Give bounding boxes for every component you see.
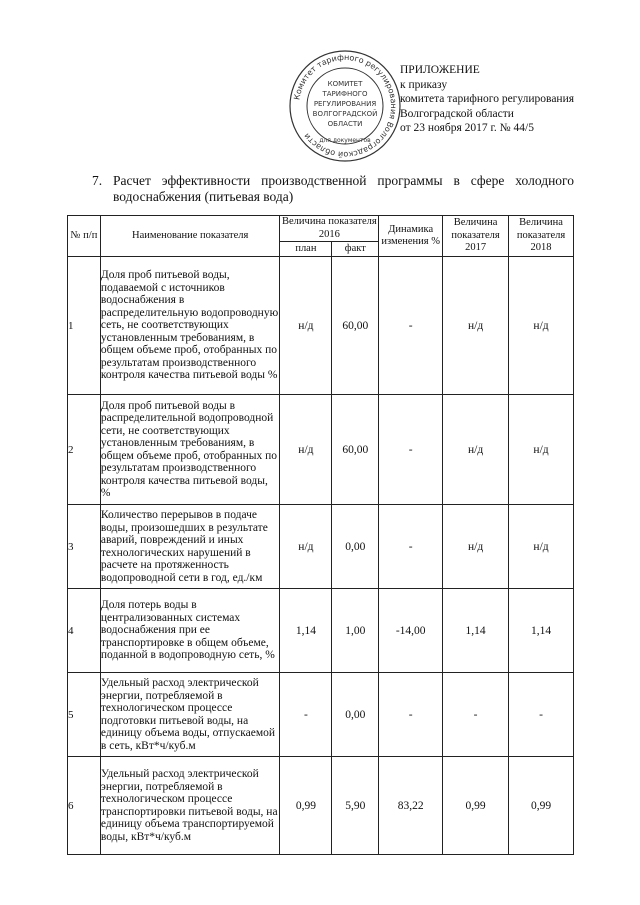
header-val2016: Величина показателя 2016 [280, 216, 379, 242]
stamp-center-line: РЕГУЛИРОВАНИЯ [313, 100, 377, 108]
row-number: 2 [68, 395, 101, 505]
value-2017: н/д [443, 505, 509, 589]
header-plan: план [280, 242, 332, 257]
dynamics-value: - [379, 673, 443, 757]
table-row [68, 757, 574, 855]
row-number: 5 [68, 673, 101, 757]
row-number: 3 [68, 505, 101, 589]
header-name: Наименование показателя [100, 216, 280, 257]
plan-value: 1,14 [280, 589, 332, 673]
value-2018: н/д [509, 257, 574, 395]
value-2018: - [509, 673, 574, 757]
row-number: 4 [68, 589, 101, 673]
indicator-name: Удельный расход электрической энергии, потребляемой в технологическом процессе транспортировки питьевой воды, на единицу объема транспортируемой воды, кВт*ч/куб.м [100, 757, 280, 855]
value-2017: н/д [443, 395, 509, 505]
plan-value: н/д [280, 257, 332, 395]
section-number: 7. [92, 173, 103, 188]
dynamics-value: - [379, 395, 443, 505]
value-2018: н/д [509, 505, 574, 589]
plan-value: 0,99 [280, 757, 332, 855]
stamp-center-line: ТАРИФНОГО [322, 90, 368, 98]
header-val2017: Величина показателя 2017 [443, 216, 509, 257]
dynamics-value: 83,22 [379, 757, 443, 855]
value-2018: 1,14 [509, 589, 574, 673]
value-2017: - [443, 673, 509, 757]
header-val2018: Величина показателя 2018 [509, 216, 574, 257]
order-date: от 23 ноября 2017 г. № 44/5 [400, 122, 534, 134]
table-row [68, 673, 574, 757]
row-number: 6 [68, 757, 101, 855]
value-2017: н/д [443, 257, 509, 395]
plan-value: н/д [280, 505, 332, 589]
appendix-title: ПРИЛОЖЕНИЕ [400, 64, 480, 76]
fact-value: 0,00 [332, 673, 379, 757]
value-2018: 0,99 [509, 757, 574, 855]
committee-name: комитета тарифного регулирования [400, 93, 575, 105]
indicator-name: Доля потерь воды в централизованных системах водоснабжения при ее транспортировке в общем объеме, поданной в водопроводную сеть, % [100, 589, 280, 673]
indicator-name: Доля проб питьевой воды в распределительной водопроводной сети, не соответствующих установленным требованиям, в общем объеме проб, отобранных по результатам производственного контроля качества питьевой воды, % [100, 395, 280, 505]
value-2017: 0,99 [443, 757, 509, 855]
value-2018: н/д [509, 395, 574, 505]
table-row [68, 505, 574, 589]
fact-value: 60,00 [332, 257, 379, 395]
header-num: № п/п [68, 216, 101, 257]
fact-value: 5,90 [332, 757, 379, 855]
efficiency-table [67, 215, 574, 855]
section-title: Расчет эффективности производственной программы в сфере холодного водоснабжения (питьевая вода) [113, 173, 574, 204]
fact-value: 0,00 [332, 505, 379, 589]
header-dynamics: Динамика изменения % [379, 216, 443, 257]
stamp-bottom-text: для документов [319, 137, 371, 144]
row-number: 1 [68, 257, 101, 395]
stamp-center-line: ОБЛАСТИ [327, 120, 363, 128]
official-stamp [287, 48, 403, 164]
header-fact: факт [332, 242, 379, 257]
order-ref: к приказу [400, 78, 448, 91]
table-row [68, 257, 574, 395]
dynamics-value: -14,00 [379, 589, 443, 673]
appendix-header [400, 63, 574, 136]
indicator-name: Доля проб питьевой воды, подаваемой с источников водоснабжения в распределительную водопроводную сеть, не соответствующих установленным требованиям, в общем объеме проб, отобранных по результатам производственного контроля качества питьевой воды % [100, 257, 280, 395]
section-heading [92, 173, 574, 205]
indicator-name: Количество перерывов в подаче воды, произошедших в результате аварий, повреждений и иных технологических нарушений в расчете на протяженность водопроводной сети в год, ед./км [100, 505, 280, 589]
stamp-ring-text: Комитет тарифного регулирования Волгоградской области [292, 52, 399, 160]
table-row [68, 395, 574, 505]
stamp-center-line: ВОЛГОГРАДСКОЙ [312, 110, 378, 118]
dynamics-value: - [379, 257, 443, 395]
plan-value: - [280, 673, 332, 757]
value-2017: 1,14 [443, 589, 509, 673]
region-name: Волгоградской области [400, 107, 514, 120]
plan-value: н/д [280, 395, 332, 505]
fact-value: 60,00 [332, 395, 379, 505]
indicator-name: Удельный расход электрической энергии, потребляемой в технологическом процессе подготовки питьевой воды, на единицу объема воды, отпускаемой в сеть, кВт*ч/куб.м [100, 673, 280, 757]
table-row [68, 589, 574, 673]
dynamics-value: - [379, 505, 443, 589]
stamp-center-line: КОМИТЕТ [327, 80, 363, 88]
fact-value: 1,00 [332, 589, 379, 673]
